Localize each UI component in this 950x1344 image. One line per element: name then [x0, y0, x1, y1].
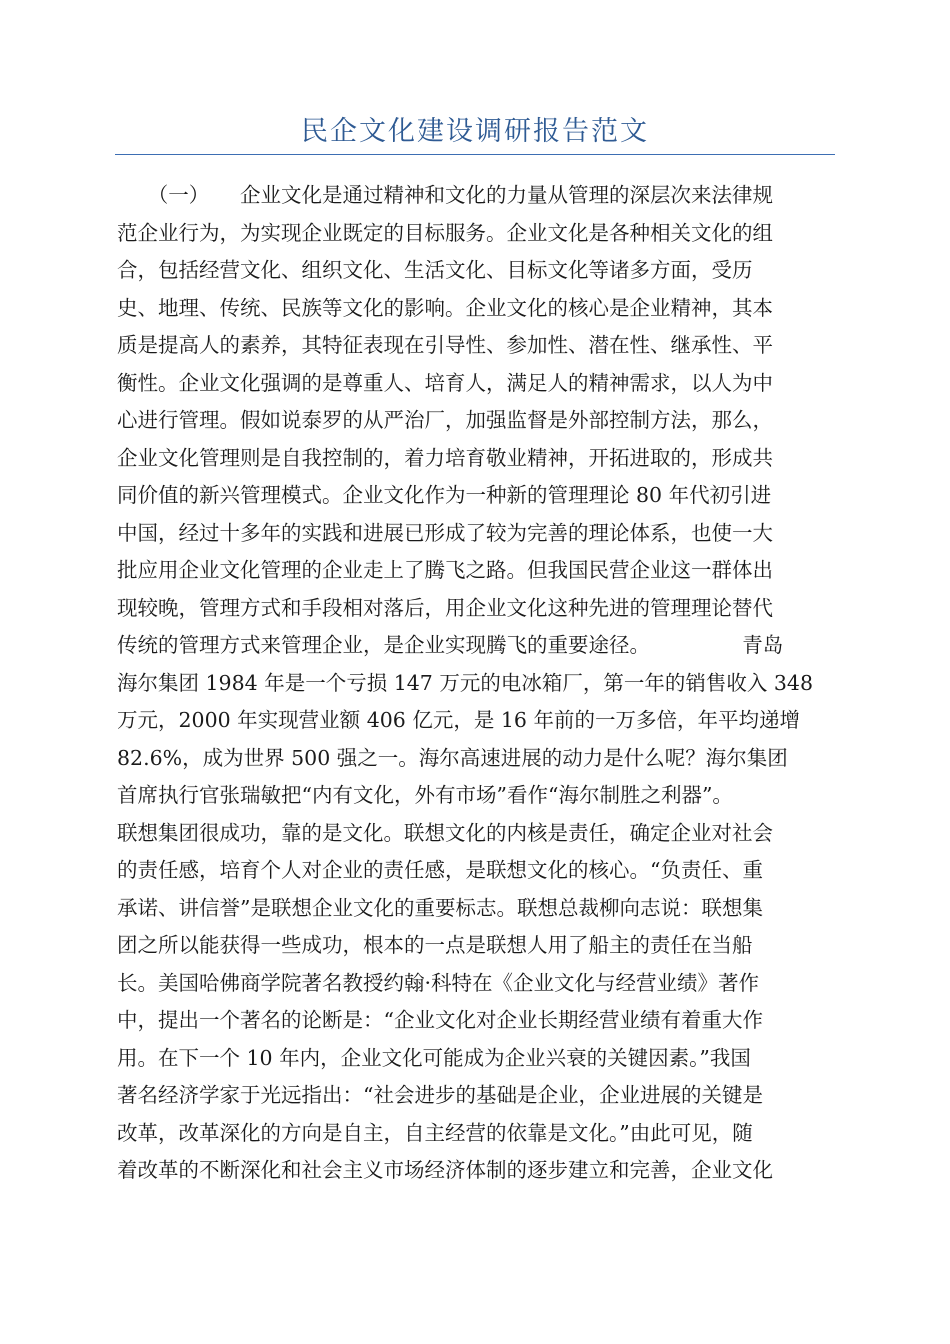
text-line: 首席执行官张瑞敏把“内有文化，外有市场”看作“海尔制胜之利器”。 [117, 783, 733, 807]
text-line: 长。美国哈佛商学院著名教授约翰·科特在《企业文化与经营业绩》著作 [117, 970, 760, 995]
text-line: 批应用企业文化管理的企业走上了腾飞之路。但我国民营企业这一群体出 [117, 558, 773, 582]
text-line: 传统的管理方式来管理企业，是企业实现腾飞的重要途径。 青岛 [117, 633, 784, 657]
text-line: 中，提出一个著名的论断是：“企业文化对企业长期经营业绩有着重大作 [117, 1008, 763, 1032]
text-line: （一） 企业文化是通过精神和文化的力量从管理的深层次来法律规 [117, 183, 773, 207]
text-line: 心进行管理。假如说泰罗的从严治厂，加强监督是外部控制方法，那么， [117, 408, 773, 432]
text-line: 质是提高人的素养，其特征表现在引导性、参加性、潜在性、继承性、平 [117, 333, 773, 357]
text-line: 改革，改革深化的方向是自主，自主经营的依靠是文化。”由此可见，随 [117, 1120, 753, 1145]
body-paragraph [117, 177, 832, 1190]
text-line: 联想集团很成功，靠的是文化。联想文化的内核是责任，确定企业对社会 [117, 820, 773, 845]
text-line: 的责任感，培育个人对企业的责任感，是联想文化的核心。“负责任、重 [117, 858, 763, 882]
text-line: 团之所以能获得一些成功，根本的一点是联想人用了船主的责任在当船 [117, 933, 753, 957]
text-line: 万元，2000 年实现营业额 406 亿元，是 16 年前的一万多倍，年平均递增 [117, 708, 800, 732]
text-line: 海尔集团 1984 年是一个亏损 147 万元的电冰箱厂，第一年的销售收入 348 [117, 670, 814, 695]
title-underline [115, 154, 835, 155]
text-line: 承诺、讲信誉”是联想企业文化的重要标志。联想总裁柳向志说：联想集 [117, 895, 763, 920]
text-line: 衡性。企业文化强调的是尊重人、培育人，满足人的精神需求，以人为中 [117, 370, 773, 395]
text-line: 史、地理、传统、民族等文化的影响。企业文化的核心是企业精神，其本 [117, 295, 773, 320]
page-title: 民企文化建设调研报告范文 [301, 116, 649, 147]
text-line: 82.6%，成为世界 500 强之一。海尔高速进展的动力是什么呢？海尔集团 [117, 745, 788, 770]
text-line: 用。在下一个 10 年内，企业文化可能成为企业兴衰的关键因素。”我国 [117, 1045, 751, 1070]
text-line: 企业文化管理则是自我控制的，着力培育敬业精神，开拓进取的，形成共 [117, 445, 773, 470]
text-line: 同价值的新兴管理模式。企业文化作为一种新的管理理论 80 年代初引进 [117, 483, 772, 507]
text-line: 着改革的不断深化和社会主义市场经济体制的逐步建立和完善，企业文化 [117, 1158, 773, 1182]
text-line: 合，包括经营文化、组织文化、生活文化、目标文化等诸多方面，受历 [117, 258, 753, 282]
text-line: 中国，经过十多年的实践和进展已形成了较为完善的理论体系，也使一大 [117, 520, 773, 545]
text-line: 著名经济学家于光远指出：“社会进步的基础是企业，企业进展的关键是 [117, 1083, 763, 1107]
text-line: 现较晚，管理方式和手段相对落后，用企业文化这种先进的管理理论替代 [117, 595, 773, 620]
text-line: 范企业行为，为实现企业既定的目标服务。企业文化是各种相关文化的组 [117, 220, 773, 245]
